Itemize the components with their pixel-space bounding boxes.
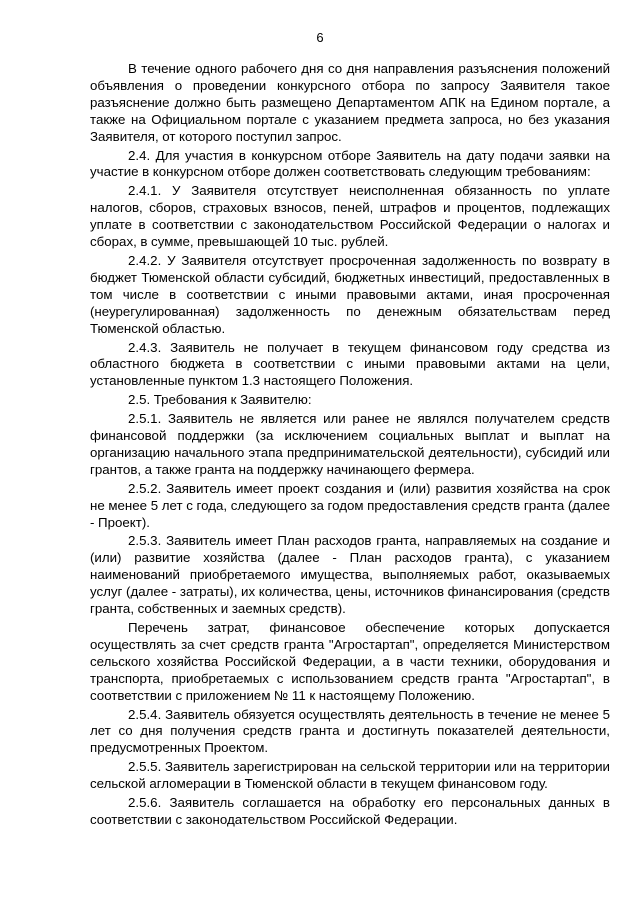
paragraph-2-4: 2.4. Для участия в конкурсном отборе Заявитель на дату подачи заявки на участие в конкурсном отборе должен соответствовать следующим требованиям: — [90, 147, 610, 180]
paragraph-2-5-6: 2.5.6. Заявитель соглашается на обработку его персональных данных в соответствии с законодательством Российской Федерации. — [90, 795, 610, 827]
paragraph-2-5-2: 2.5.2. Заявитель имеет проект создания и (или) развития хозяйства на срок не менее 5 лет с года, следующего за годом предоставления средств гранта (далее - Проект). — [90, 480, 610, 530]
paragraph-2-4-1: 2.4.1. У Заявителя отсутствует неисполненная обязанность по уплате налогов, сборов, страховых взносов, пеней, штрафов и процентов, подлежащих уплате в соответствии с законодательством Российской Федерации о налогах и сборах, в сумме, превышающей 10 тыс. рублей. — [90, 183, 610, 250]
paragraph-2-5-4: 2.5.4. Заявитель обязуется осуществлять деятельность в течение не менее 5 лет со дня получения средств гранта и достигнуть показателей деятельности, предусмотренных Проектом. — [90, 706, 610, 756]
paragraph-cost-list: Перечень затрат, финансовое обеспечение которых допускается осуществлять за счет средств гранта "Агростартап", определяется Министерством сельского хозяйства Российской Федерации, а в части техники, оборудования и транспорта, приобретаемых с использованием средств гранта "Агростартап", в соответствии с приложением № 11 к настоящему Положению. — [90, 620, 610, 703]
paragraph-2-5-5: 2.5.5. Заявитель зарегистрирован на сельской территории или на территории сельской агломерации в Тюменской области в текущем финансовом году. — [90, 759, 610, 792]
paragraph-2-5: 2.5. Требования к Заявителю: — [128, 392, 312, 408]
paragraph-2-4-2: 2.4.2. У Заявителя отсутствует просроченная задолженность по возврату в бюджет Тюменской области субсидий, бюджетных инвестиций, предоставленных в том числе в соответствии с иными правовыми актами, иная просроченная (неурегулированная) задолженность по денежным обязательствам перед Тюменской областью. — [90, 252, 610, 336]
paragraph-2-4-3: 2.4.3. Заявитель не получает в текущем финансовом году средства из областного бюджета в соответствии с иными правовыми актами на цели, установленные пунктом 1.3 настоящего Положения. — [90, 339, 610, 389]
document-body — [90, 61, 610, 831]
page-number: 6 — [316, 30, 324, 45]
paragraph-2-5-1: 2.5.1. Заявитель не является или ранее не являлся получателем средств финансовой поддержки (за исключением социальных выплат и выплат на организацию начального этапа предпринимательской деятельности), субсидий или грантов, а также гранта на поддержку начинающего фермера. — [90, 411, 610, 477]
paragraph-2-5-3: 2.5.3. Заявитель имеет План расходов гранта, направляемых на создание и (или) развитие хозяйства (далее - План расходов гранта), с указанием наименований приобретаемого имущества, выполняемых работ, оказываемых услуг (далее - затраты), их количества, цены, источников финансирования (средств гранта, собственных и заемных средств). — [90, 533, 610, 617]
paragraph-intro: В течение одного рабочего дня со дня направления разъяснения положений объявления о проведении конкурсного отбора по запросу Заявителя такое разъяснение должно быть размещено Департаментом АПК на Едином портале, а также на Официальном портале с указанием предмета запроса, но без указания Заявителя, от которого поступил запрос. — [90, 61, 610, 144]
